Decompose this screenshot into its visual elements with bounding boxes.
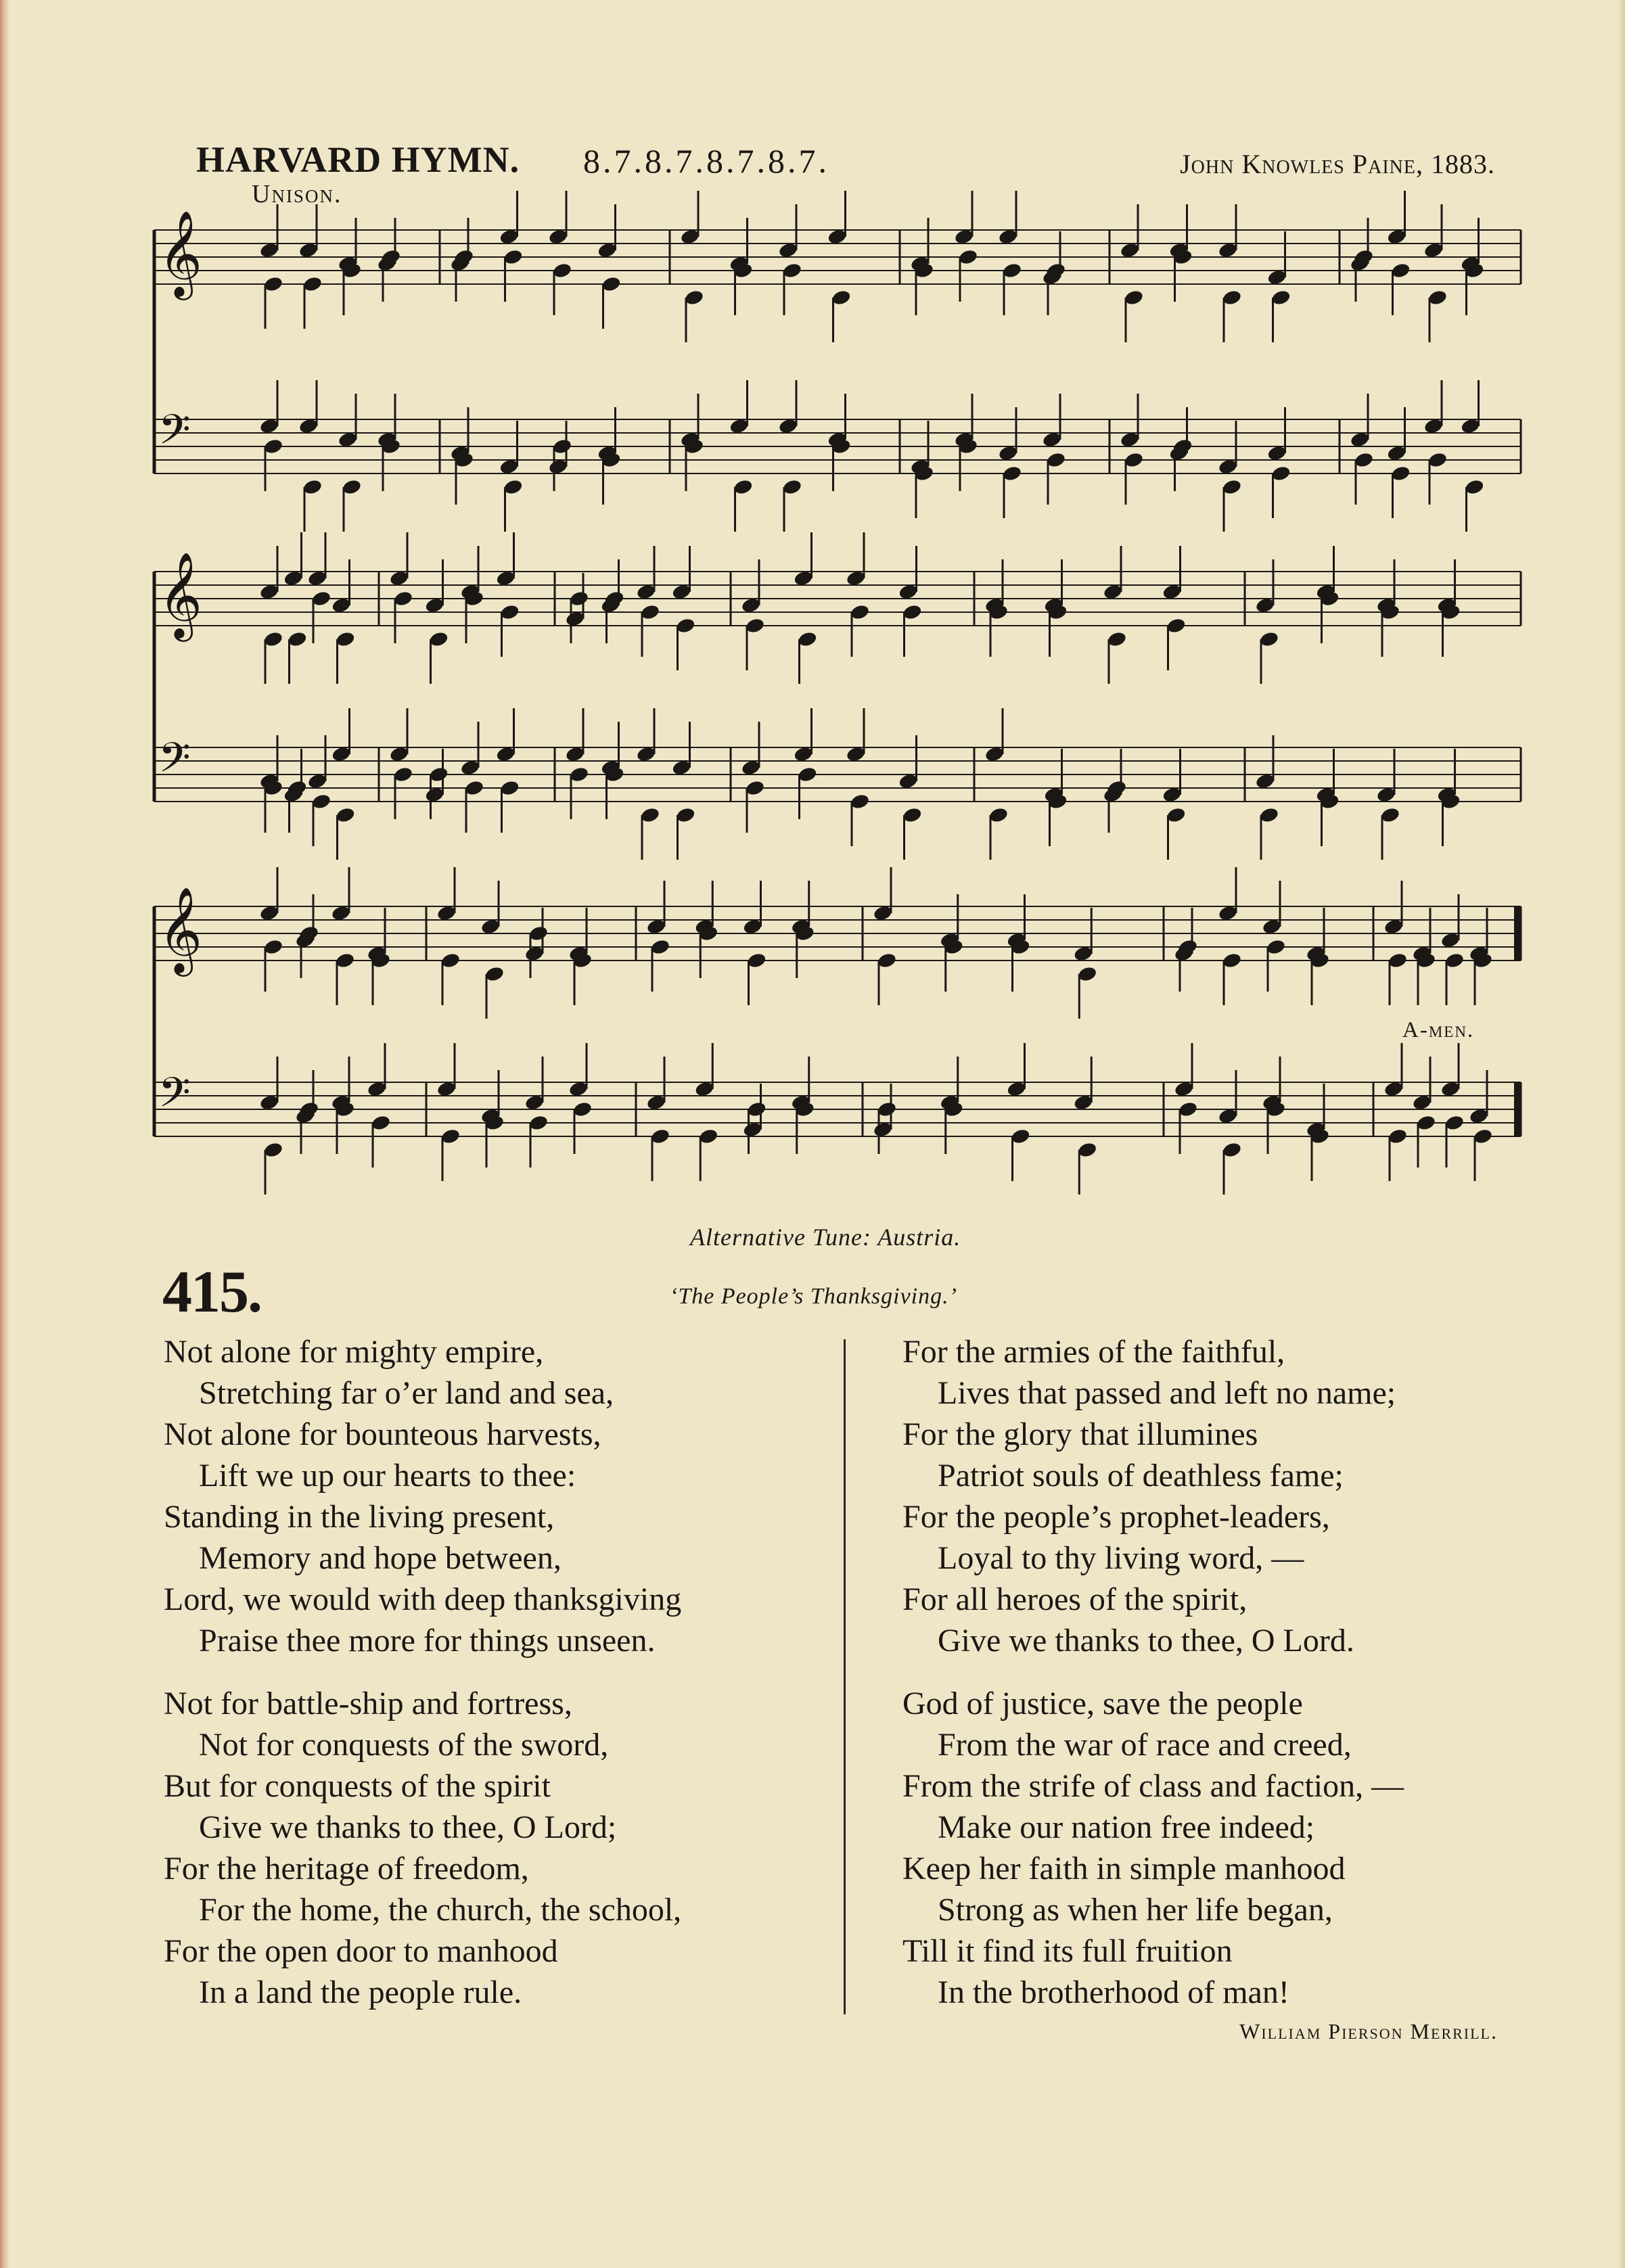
verse-line: Make our nation free indeed; <box>938 1809 1315 1845</box>
verse-line: In the brotherhood of man! <box>938 1974 1289 2010</box>
treble-clef-icon: 𝄞 <box>158 886 203 973</box>
verse-line: From the war of race and creed, <box>938 1727 1352 1763</box>
verse-line: Lift we up our hearts to thee: <box>199 1458 576 1494</box>
verse-line: For the glory that illumines <box>902 1416 1258 1452</box>
verse-line: Standing in the living present, <box>164 1499 555 1535</box>
final-barline <box>1514 906 1521 961</box>
hymn-title: ‘The People’s Thanksgiving.’ <box>670 1284 957 1309</box>
verse-line: Patriot souls of deathless fame; <box>938 1458 1344 1494</box>
verse-line: Keep her faith in simple manhood <box>902 1851 1346 1887</box>
column-divider <box>844 1339 846 2014</box>
verse-line: From the strife of class and faction, — <box>902 1768 1404 1804</box>
treble-clef-icon: 𝄞 <box>158 551 203 638</box>
verse-line: Not for conquests of the sword, <box>199 1727 609 1763</box>
verse-line: Not for battle-ship and fortress, <box>164 1686 572 1721</box>
verse-line: For the home, the church, the school, <box>199 1892 682 1928</box>
verse-line: But for conquests of the spirit <box>164 1768 551 1804</box>
verse-line: For the people’s prophet-leaders, <box>902 1499 1330 1535</box>
verse-line: Strong as when her life began, <box>938 1892 1333 1928</box>
bass-clef-icon: 𝄢 <box>158 406 191 464</box>
composer-credit: John Knowles Paine, 1883. <box>1180 149 1495 179</box>
verse-line: Give we thanks to thee, O Lord; <box>199 1809 617 1845</box>
verse-line: Stretching far o’er land and sea, <box>199 1375 614 1411</box>
verse-line: Lives that passed and left no name; <box>938 1375 1396 1411</box>
verse-line: Lord, we would with deep thanksgiving <box>164 1581 682 1617</box>
verse-1 <box>164 1331 681 1661</box>
author-credit: William Pierson Merrill. <box>1239 2019 1498 2043</box>
verse-line: Not alone for bounteous harvests, <box>164 1416 601 1452</box>
amen-label: A-men. <box>1402 1018 1475 1042</box>
verse-line: Memory and hope between, <box>199 1540 562 1576</box>
verse-line: Till it find its full fruition <box>902 1933 1233 1969</box>
hymn-number: 415. <box>162 1259 261 1325</box>
treble-clef-icon: 𝄞 <box>158 210 203 296</box>
verse-line: For all heroes of the spirit, <box>902 1581 1248 1617</box>
bass-clef-icon: 𝄢 <box>158 1069 191 1127</box>
verse-line: In a land the people rule. <box>199 1974 522 2010</box>
tune-meter: 8.7.8.7.8.7.8.7. <box>583 142 829 180</box>
verse-4 <box>902 1683 1404 2013</box>
verse-line: Praise thee more for things unseen. <box>199 1623 656 1659</box>
verse-line: Give we thanks to thee, O Lord. <box>938 1623 1354 1659</box>
verse-line: For the heritage of freedom, <box>164 1851 529 1887</box>
verse-3 <box>902 1331 1396 1661</box>
verse-line: For the open door to manhood <box>164 1933 558 1969</box>
alternative-tune: Alternative Tune: Austria. <box>690 1224 961 1251</box>
verse-line: Not alone for mighty empire, <box>164 1334 544 1370</box>
verse-line: For the armies of the faithful, <box>902 1334 1285 1370</box>
final-barline <box>1514 1082 1521 1136</box>
verse-line: Loyal to thy living word, — <box>938 1540 1304 1576</box>
bass-clef-icon: 𝄢 <box>158 734 191 792</box>
verse-2 <box>164 1683 681 2013</box>
score-systems <box>154 191 1521 1195</box>
tune-name: HARVARD HYMN. <box>196 139 520 180</box>
unison-marking: Unison. <box>252 180 342 208</box>
verse-line: God of justice, save the people <box>902 1686 1303 1721</box>
